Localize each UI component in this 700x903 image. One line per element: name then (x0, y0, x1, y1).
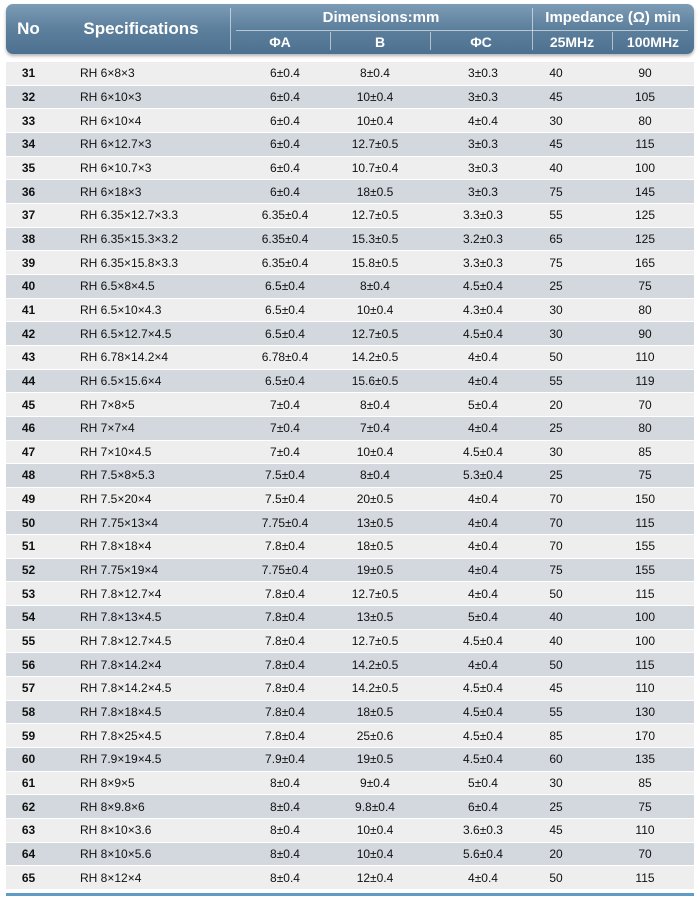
row-number: 41 (21, 302, 36, 317)
row-dim-b: 14.2±0.5 (351, 681, 399, 696)
row-impedance-100mhz: 155 (634, 563, 656, 578)
row-number: 54 (21, 610, 36, 625)
row-dim-c: 5±0.4 (468, 610, 498, 625)
table-row (6, 86, 694, 110)
row-impedance-25mhz: 75 (549, 255, 563, 270)
row-impedance-100mhz: 145 (634, 184, 656, 199)
row-specification: RH 6.5×15.6×4 (80, 373, 162, 388)
row-dim-c: 4.5±0.4 (463, 705, 503, 720)
row-impedance-25mhz: 25 (549, 468, 563, 483)
row-dim-c: 4±0.4 (468, 373, 498, 388)
row-dim-b: 19±0.5 (356, 563, 394, 578)
row-dim-a: 6.5±0.4 (265, 326, 305, 341)
row-impedance-25mhz: 25 (549, 279, 563, 294)
row-impedance-25mhz: 50 (549, 586, 563, 601)
row-dim-a: 7.8±0.4 (265, 634, 305, 649)
row-number: 53 (21, 586, 36, 601)
row-impedance-100mhz: 90 (638, 66, 652, 81)
row-dim-a: 8±0.4 (270, 799, 300, 814)
row-dim-b: 13±0.5 (356, 515, 394, 530)
row-impedance-25mhz: 45 (549, 823, 563, 838)
table-row (6, 62, 694, 86)
table-row (6, 677, 694, 701)
row-specification: RH 7.8×12.7×4 (80, 586, 162, 601)
table-row (6, 559, 694, 583)
row-dim-a: 6.5±0.4 (265, 279, 305, 294)
row-impedance-100mhz: 115 (635, 137, 655, 152)
header-no: No (17, 19, 40, 38)
row-number: 34 (21, 137, 36, 152)
table-row (6, 488, 694, 512)
row-impedance-100mhz: 170 (634, 728, 656, 743)
row-impedance-25mhz: 30 (549, 776, 563, 791)
row-specification: RH 6.5×10×4.3 (80, 302, 162, 317)
row-dim-b: 10±0.4 (356, 823, 394, 838)
row-impedance-25mhz: 40 (549, 160, 563, 175)
row-number: 62 (21, 799, 36, 814)
row-dim-a: 7.8±0.4 (265, 681, 305, 696)
row-impedance-25mhz: 30 (549, 302, 563, 317)
row-dim-c: 5.6±0.4 (463, 846, 503, 861)
row-dim-c: 4.5±0.4 (463, 681, 503, 696)
row-dim-a: 6±0.4 (270, 184, 300, 199)
header-dimensions: Dimensions:mm (322, 8, 440, 26)
row-number: 58 (21, 705, 36, 720)
table-row (6, 417, 694, 441)
table-row (6, 441, 694, 465)
row-dim-c: 4.5±0.4 (463, 279, 503, 294)
row-specification: RH 6.5×8×4.5 (80, 279, 155, 294)
header-col-c: ΦC (470, 34, 492, 50)
row-dim-c: 3±0.3 (468, 137, 498, 152)
row-dim-a: 7.8±0.4 (265, 728, 305, 743)
row-dim-a: 8±0.4 (270, 846, 300, 861)
row-dim-a: 6.78±0.4 (261, 350, 309, 365)
table-header (6, 4, 694, 54)
table-row (6, 251, 694, 275)
row-dim-a: 8±0.4 (270, 870, 300, 885)
row-specification: RH 7.8×18×4.5 (80, 705, 162, 720)
row-dim-c: 4±0.4 (468, 563, 498, 578)
row-dim-c: 4±0.4 (468, 539, 498, 554)
table-row (6, 843, 694, 867)
row-number: 56 (21, 657, 36, 672)
row-dim-b: 7±0.4 (360, 421, 390, 436)
row-dim-b: 14.2±0.5 (351, 657, 399, 672)
row-specification: RH 6.35×15.3×3.2 (80, 231, 179, 246)
row-impedance-25mhz: 70 (549, 539, 563, 554)
row-impedance-25mhz: 30 (549, 113, 563, 128)
row-dim-c: 4±0.4 (468, 350, 498, 365)
row-dim-b: 20±0.5 (356, 492, 394, 507)
row-dim-a: 7±0.4 (270, 421, 300, 436)
row-dim-c: 3.3±0.3 (463, 255, 503, 270)
row-impedance-25mhz: 40 (549, 610, 563, 625)
row-number: 33 (21, 113, 36, 128)
row-number: 59 (21, 728, 36, 743)
row-number: 31 (21, 66, 36, 81)
table-row (6, 464, 694, 488)
row-impedance-100mhz: 110 (635, 350, 655, 365)
row-impedance-25mhz: 60 (549, 752, 563, 767)
row-dim-c: 4±0.4 (468, 515, 498, 530)
header-col-a: ΦA (269, 34, 291, 50)
table-row (6, 724, 694, 748)
row-number: 55 (21, 634, 36, 649)
table-row (6, 582, 694, 606)
row-dim-b: 9.8±0.4 (355, 799, 395, 814)
row-dim-b: 10±0.4 (356, 89, 394, 104)
row-dim-b: 8±0.4 (360, 468, 390, 483)
row-dim-b: 18±0.5 (356, 539, 394, 554)
row-specification: RH 6×10×4 (80, 113, 142, 128)
row-dim-b: 10±0.4 (356, 302, 394, 317)
row-dim-a: 6.35±0.4 (261, 255, 309, 270)
row-impedance-100mhz: 100 (634, 160, 656, 175)
row-impedance-100mhz: 105 (634, 89, 656, 104)
row-number: 57 (21, 681, 36, 696)
row-specification: RH 8×10×5.6 (80, 846, 152, 861)
table-row (6, 772, 694, 796)
row-dim-a: 6±0.4 (270, 137, 300, 152)
row-specification: RH 7.5×8×5.3 (80, 468, 155, 483)
row-specification: RH 6.5×12.7×4.5 (80, 326, 172, 341)
table-row (6, 795, 694, 819)
row-number: 37 (21, 208, 36, 223)
table-row (6, 204, 694, 228)
row-impedance-100mhz: 85 (638, 444, 652, 459)
row-number: 64 (21, 846, 36, 861)
row-impedance-25mhz: 40 (549, 66, 563, 81)
table-row (6, 653, 694, 677)
row-specification: RH 7.9×19×4.5 (80, 752, 162, 767)
table-body (6, 62, 694, 890)
row-impedance-100mhz: 115 (635, 515, 655, 530)
row-number: 35 (21, 160, 36, 175)
row-number: 44 (21, 373, 36, 388)
row-impedance-25mhz: 85 (549, 728, 563, 743)
row-specification: RH 8×10×3.6 (80, 823, 152, 838)
row-dim-a: 7.8±0.4 (265, 586, 305, 601)
row-specification: RH 7×7×4 (80, 421, 135, 436)
table-row (6, 393, 694, 417)
row-specification: RH 7.8×14.2×4.5 (80, 681, 172, 696)
row-impedance-100mhz: 110 (635, 823, 655, 838)
row-specification: RH 6.78×14.2×4 (80, 350, 169, 365)
row-number: 60 (21, 752, 36, 767)
row-impedance-100mhz: 100 (634, 610, 656, 625)
row-dim-b: 15.8±0.5 (351, 255, 399, 270)
row-dim-c: 4.5±0.4 (463, 728, 503, 743)
row-dim-b: 25±0.6 (356, 728, 394, 743)
row-impedance-100mhz: 150 (634, 492, 656, 507)
row-specification: RH 7.5×20×4 (80, 492, 152, 507)
row-dim-c: 3±0.3 (468, 184, 498, 199)
row-impedance-100mhz: 75 (638, 799, 652, 814)
row-dim-c: 5±0.4 (468, 397, 498, 412)
row-number: 45 (21, 397, 36, 412)
header-col-25mhz: 25MHz (549, 34, 595, 50)
table-row (6, 630, 694, 654)
row-dim-a: 7.8±0.4 (265, 610, 305, 625)
table-row (6, 346, 694, 370)
table-row (6, 606, 694, 630)
row-number: 52 (21, 563, 36, 578)
row-impedance-25mhz: 50 (549, 657, 563, 672)
row-dim-b: 12.7±0.5 (351, 634, 399, 649)
table-row (6, 819, 694, 843)
row-dim-c: 5±0.4 (468, 776, 498, 791)
row-impedance-25mhz: 20 (549, 846, 563, 861)
row-impedance-25mhz: 75 (549, 563, 563, 578)
row-impedance-25mhz: 30 (549, 326, 563, 341)
row-specification: RH 6×12.7×3 (80, 137, 152, 152)
row-impedance-25mhz: 25 (549, 799, 563, 814)
row-specification: RH 7.75×19×4 (80, 563, 159, 578)
row-dim-a: 7.8±0.4 (265, 539, 305, 554)
row-dim-c: 3.3±0.3 (463, 208, 503, 223)
row-dim-c: 3.6±0.3 (463, 823, 503, 838)
row-dim-b: 12.7±0.5 (351, 586, 399, 601)
row-number: 61 (21, 776, 36, 791)
row-impedance-100mhz: 110 (635, 681, 655, 696)
row-specification: RH 8×9.8×6 (80, 799, 145, 814)
row-dim-b: 14.2±0.5 (351, 350, 399, 365)
row-specification: RH 7×8×5 (80, 397, 135, 412)
row-dim-a: 7±0.4 (270, 397, 300, 412)
table-row (6, 511, 694, 535)
row-dim-a: 6±0.4 (270, 113, 300, 128)
row-specification: RH 6×10×3 (80, 89, 142, 104)
row-impedance-100mhz: 115 (635, 586, 655, 601)
row-impedance-25mhz: 55 (549, 705, 563, 720)
row-specification: RH 6.35×12.7×3.3 (80, 208, 179, 223)
table-row (6, 180, 694, 204)
row-dim-a: 6±0.4 (270, 89, 300, 104)
row-dim-b: 12±0.4 (356, 870, 394, 885)
row-impedance-25mhz: 45 (549, 681, 563, 696)
row-impedance-100mhz: 100 (634, 634, 656, 649)
header-col-b: B (374, 34, 386, 50)
header-specifications: Specifications (83, 19, 199, 38)
row-specification: RH 7.8×14.2×4 (80, 657, 162, 672)
row-dim-b: 12.7±0.5 (351, 208, 399, 223)
row-dim-a: 6.35±0.4 (261, 208, 309, 223)
row-impedance-100mhz: 70 (638, 397, 652, 412)
row-dim-a: 7.75±0.4 (261, 563, 309, 578)
row-impedance-100mhz: 115 (635, 870, 655, 885)
row-impedance-100mhz: 75 (638, 468, 652, 483)
row-impedance-25mhz: 55 (549, 373, 563, 388)
row-specification: RH 6.35×15.8×3.3 (80, 255, 179, 270)
row-impedance-100mhz: 165 (634, 255, 656, 270)
row-dim-c: 4.5±0.4 (463, 634, 503, 649)
row-dim-c: 6±0.4 (468, 799, 498, 814)
row-impedance-25mhz: 50 (549, 350, 563, 365)
row-dim-a: 6.5±0.4 (265, 373, 305, 388)
row-dim-c: 4.5±0.4 (463, 326, 503, 341)
row-impedance-100mhz: 90 (638, 326, 652, 341)
row-dim-c: 4.5±0.4 (463, 444, 503, 459)
row-specification: RH 6×10.7×3 (80, 160, 152, 175)
row-dim-c: 4±0.4 (468, 586, 498, 601)
row-impedance-100mhz: 119 (635, 373, 655, 388)
row-number: 48 (21, 468, 36, 483)
row-number: 51 (21, 539, 36, 554)
row-dim-a: 7.8±0.4 (265, 657, 305, 672)
row-dim-a: 7.75±0.4 (261, 515, 309, 530)
row-dim-a: 6.35±0.4 (261, 231, 309, 246)
table-row (6, 299, 694, 323)
row-dim-b: 8±0.4 (360, 397, 390, 412)
header-col-100mhz: 100MHz (626, 34, 680, 50)
row-specification: RH 6×18×3 (80, 184, 142, 199)
row-number: 63 (21, 823, 36, 838)
row-dim-a: 7±0.4 (270, 444, 300, 459)
row-impedance-25mhz: 25 (549, 421, 563, 436)
row-dim-c: 4±0.4 (468, 421, 498, 436)
row-impedance-25mhz: 20 (549, 397, 563, 412)
table-row (6, 228, 694, 252)
row-dim-a: 6±0.4 (270, 160, 300, 175)
row-dim-c: 4±0.4 (468, 870, 498, 885)
row-dim-a: 8±0.4 (270, 776, 300, 791)
row-dim-c: 3±0.3 (468, 89, 498, 104)
row-impedance-100mhz: 80 (638, 113, 652, 128)
row-dim-c: 4±0.4 (468, 657, 498, 672)
row-dim-a: 7.9±0.4 (265, 752, 305, 767)
row-impedance-25mhz: 45 (549, 89, 563, 104)
row-dim-a: 6.5±0.4 (265, 302, 305, 317)
row-impedance-25mhz: 40 (549, 634, 563, 649)
table-row (6, 133, 694, 157)
row-dim-b: 10±0.4 (356, 846, 394, 861)
table-row (6, 748, 694, 772)
row-dim-c: 4.5±0.4 (463, 752, 503, 767)
row-specification: RH 7×10×4.5 (80, 444, 152, 459)
row-dim-a: 8±0.4 (270, 823, 300, 838)
row-dim-b: 15.6±0.5 (351, 373, 399, 388)
row-specification: RH 7.8×18×4 (80, 539, 152, 554)
table-bottom-rule (6, 893, 694, 896)
row-dim-b: 15.3±0.5 (351, 231, 399, 246)
row-number: 40 (21, 279, 36, 294)
row-number: 50 (21, 515, 36, 530)
row-impedance-100mhz: 80 (638, 302, 652, 317)
row-dim-b: 19±0.5 (356, 752, 394, 767)
table-row (6, 866, 694, 890)
table-row (6, 701, 694, 725)
row-number: 43 (21, 350, 36, 365)
row-specification: RH 8×12×4 (80, 870, 142, 885)
row-dim-c: 5.3±0.4 (463, 468, 503, 483)
row-dim-b: 12.7±0.5 (351, 326, 399, 341)
row-specification: RH 7.8×13×4.5 (80, 610, 162, 625)
row-dim-b: 10±0.4 (356, 113, 394, 128)
table-row (6, 322, 694, 346)
row-number: 42 (21, 326, 36, 341)
row-number: 32 (21, 89, 36, 104)
row-dim-c: 3.2±0.3 (463, 231, 503, 246)
row-dim-a: 7.8±0.4 (265, 705, 305, 720)
row-impedance-25mhz: 55 (549, 208, 563, 223)
row-dim-b: 10.7±0.4 (351, 160, 399, 175)
header-impedance: Impedance (Ω) min (545, 8, 681, 26)
row-dim-a: 6±0.4 (270, 66, 300, 81)
row-dim-b: 8±0.4 (360, 279, 390, 294)
row-dim-b: 10±0.4 (356, 444, 394, 459)
row-number: 36 (21, 184, 36, 199)
row-number: 47 (21, 444, 36, 459)
row-dim-b: 18±0.5 (356, 705, 394, 720)
row-number: 65 (21, 870, 36, 885)
row-number: 39 (21, 255, 36, 270)
row-impedance-25mhz: 45 (549, 137, 563, 152)
row-dim-a: 7.5±0.4 (265, 492, 305, 507)
row-number: 38 (21, 231, 36, 246)
row-dim-b: 18±0.5 (356, 184, 394, 199)
row-dim-b: 8±0.4 (360, 66, 390, 81)
row-impedance-100mhz: 135 (634, 752, 656, 767)
table-row (6, 157, 694, 181)
row-specification: RH 6×8×3 (80, 66, 135, 81)
row-dim-b: 12.7±0.5 (351, 137, 399, 152)
row-dim-a: 7.5±0.4 (265, 468, 305, 483)
row-dim-b: 9±0.4 (360, 776, 390, 791)
row-impedance-100mhz: 70 (638, 846, 652, 861)
row-specification: RH 7.8×12.7×4.5 (80, 634, 172, 649)
row-impedance-25mhz: 30 (549, 444, 563, 459)
row-impedance-100mhz: 115 (635, 657, 655, 672)
row-dim-c: 3±0.3 (468, 160, 498, 175)
row-impedance-100mhz: 130 (634, 705, 656, 720)
table-row (6, 535, 694, 559)
row-dim-c: 3±0.3 (468, 66, 498, 81)
row-specification: RH 7.8×25×4.5 (80, 728, 162, 743)
row-impedance-100mhz: 125 (634, 208, 656, 223)
table-row (6, 370, 694, 394)
table-row (6, 275, 694, 299)
row-specification: RH 8×9×5 (80, 776, 135, 791)
row-impedance-25mhz: 65 (549, 231, 563, 246)
row-impedance-100mhz: 125 (634, 231, 656, 246)
row-number: 46 (21, 421, 36, 436)
row-number: 49 (21, 492, 36, 507)
row-dim-c: 4.3±0.4 (463, 302, 503, 317)
row-impedance-100mhz: 85 (638, 776, 652, 791)
row-impedance-100mhz: 75 (638, 279, 652, 294)
row-impedance-100mhz: 155 (634, 539, 656, 554)
table-row (6, 109, 694, 133)
row-dim-c: 4±0.4 (468, 113, 498, 128)
row-impedance-25mhz: 75 (549, 184, 563, 199)
row-dim-b: 13±0.5 (356, 610, 394, 625)
row-dim-c: 4±0.4 (468, 492, 498, 507)
row-impedance-25mhz: 70 (549, 492, 563, 507)
row-impedance-25mhz: 70 (549, 515, 563, 530)
row-impedance-100mhz: 80 (638, 421, 652, 436)
row-impedance-25mhz: 50 (549, 870, 563, 885)
row-specification: RH 7.75×13×4 (80, 515, 159, 530)
